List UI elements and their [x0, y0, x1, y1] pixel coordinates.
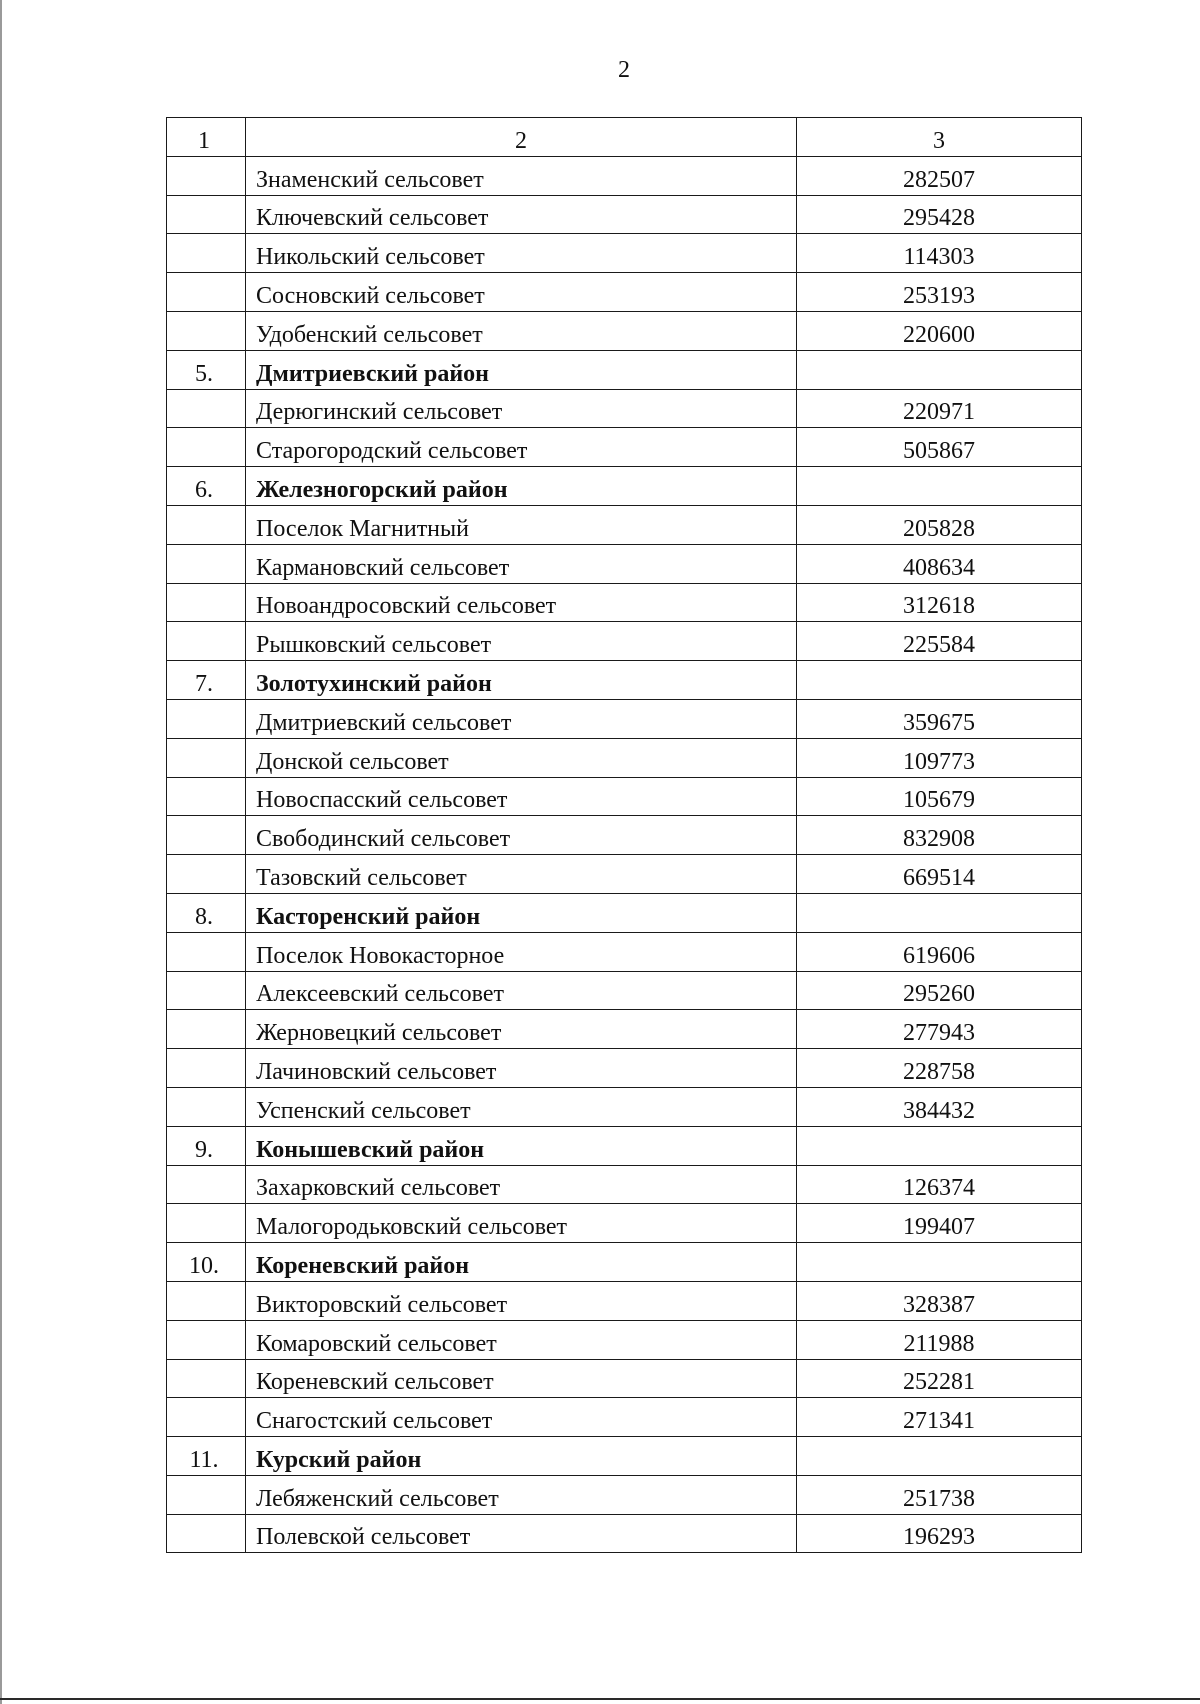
row-number	[167, 1165, 246, 1204]
settlement-name: Комаровский сельсовет	[246, 1320, 797, 1359]
table-row	[167, 1049, 1082, 1088]
district-row	[167, 467, 1082, 506]
row-value: 251738	[797, 1475, 1082, 1514]
settlement-name: Викторовский сельсовет	[246, 1281, 797, 1320]
settlement-name: Дмитриевский сельсовет	[246, 699, 797, 738]
table-row	[167, 428, 1082, 467]
settlement-name: Новоспасский сельсовет	[246, 777, 797, 816]
row-value	[797, 893, 1082, 932]
row-value: 211988	[797, 1320, 1082, 1359]
table-row	[167, 1514, 1082, 1553]
table-row	[167, 1398, 1082, 1437]
district-name: Курский район	[246, 1437, 797, 1476]
settlement-name: Рышковский сельсовет	[246, 622, 797, 661]
row-value: 199407	[797, 1204, 1082, 1243]
settlement-name: Старогородский сельсовет	[246, 428, 797, 467]
table-row	[167, 1359, 1082, 1398]
district-row	[167, 893, 1082, 932]
table-body	[167, 118, 1082, 1553]
row-number	[167, 932, 246, 971]
table-row	[167, 1010, 1082, 1049]
row-number	[167, 428, 246, 467]
row-value: 109773	[797, 738, 1082, 777]
row-value: 384432	[797, 1087, 1082, 1126]
row-number	[167, 156, 246, 195]
settlement-name: Кармановский сельсовет	[246, 544, 797, 583]
settlement-name: Удобенский сельсовет	[246, 311, 797, 350]
row-number	[167, 622, 246, 661]
row-value: 619606	[797, 932, 1082, 971]
settlement-name: Поселок Магнитный	[246, 505, 797, 544]
row-number	[167, 1281, 246, 1320]
row-number	[167, 544, 246, 583]
settlement-name: Кореневский сельсовет	[246, 1359, 797, 1398]
row-value: 253193	[797, 273, 1082, 312]
scan-edge-bottom	[0, 1698, 1200, 1700]
settlement-name: Лачиновский сельсовет	[246, 1049, 797, 1088]
row-value: 126374	[797, 1165, 1082, 1204]
row-number	[167, 195, 246, 234]
page-number: 2	[618, 57, 630, 83]
row-value: 220971	[797, 389, 1082, 428]
allocation-table	[166, 117, 1082, 1553]
table-row	[167, 1165, 1082, 1204]
table-row	[167, 816, 1082, 855]
table-row	[167, 971, 1082, 1010]
row-number: 8.	[167, 893, 246, 932]
row-value	[797, 1126, 1082, 1165]
row-value: 220600	[797, 311, 1082, 350]
settlement-name: Знаменский сельсовет	[246, 156, 797, 195]
table-row	[167, 1087, 1082, 1126]
settlement-name: Поселок Новокасторное	[246, 932, 797, 971]
settlement-name: Успенский сельсовет	[246, 1087, 797, 1126]
row-value: 196293	[797, 1514, 1082, 1553]
table-row	[167, 544, 1082, 583]
row-value	[797, 350, 1082, 389]
row-value: 832908	[797, 816, 1082, 855]
row-number: 5.	[167, 350, 246, 389]
row-number	[167, 1087, 246, 1126]
row-value: 328387	[797, 1281, 1082, 1320]
settlement-name: Новоандросовский сельсовет	[246, 583, 797, 622]
row-number: 10.	[167, 1243, 246, 1282]
row-number	[167, 311, 246, 350]
table-row	[167, 583, 1082, 622]
settlement-name: Алексеевский сельсовет	[246, 971, 797, 1010]
row-number	[167, 1010, 246, 1049]
row-value: 205828	[797, 505, 1082, 544]
settlement-name: Тазовский сельсовет	[246, 855, 797, 894]
row-value: 282507	[797, 156, 1082, 195]
table-row	[167, 389, 1082, 428]
row-value: 225584	[797, 622, 1082, 661]
row-number	[167, 971, 246, 1010]
row-value: 359675	[797, 699, 1082, 738]
settlement-name: Дерюгинский сельсовет	[246, 389, 797, 428]
row-number	[167, 583, 246, 622]
table-row	[167, 1475, 1082, 1514]
row-value: 114303	[797, 234, 1082, 273]
table-row	[167, 932, 1082, 971]
row-value: 228758	[797, 1049, 1082, 1088]
district-row	[167, 1126, 1082, 1165]
header-col-1: 1	[167, 118, 246, 157]
row-number	[167, 273, 246, 312]
table-row	[167, 855, 1082, 894]
district-name: Золотухинский район	[246, 661, 797, 700]
row-value: 252281	[797, 1359, 1082, 1398]
row-number	[167, 1398, 246, 1437]
header-col-2: 2	[246, 118, 797, 157]
settlement-name: Малогородьковский сельсовет	[246, 1204, 797, 1243]
row-number	[167, 1204, 246, 1243]
table-row	[167, 622, 1082, 661]
row-number	[167, 855, 246, 894]
table-row	[167, 1204, 1082, 1243]
district-row	[167, 350, 1082, 389]
table-row	[167, 311, 1082, 350]
row-value	[797, 1437, 1082, 1476]
row-number: 9.	[167, 1126, 246, 1165]
table-row	[167, 195, 1082, 234]
district-name: Железногорский район	[246, 467, 797, 506]
settlement-name: Жерновецкий сельсовет	[246, 1010, 797, 1049]
row-number	[167, 1049, 246, 1088]
row-number	[167, 1359, 246, 1398]
settlement-name: Донской сельсовет	[246, 738, 797, 777]
table-row	[167, 1281, 1082, 1320]
table-row	[167, 234, 1082, 273]
settlement-name: Полевской сельсовет	[246, 1514, 797, 1553]
district-name: Конышевский район	[246, 1126, 797, 1165]
table-row	[167, 505, 1082, 544]
row-value: 312618	[797, 583, 1082, 622]
district-row	[167, 1243, 1082, 1282]
header-col-3: 3	[797, 118, 1082, 157]
row-value	[797, 661, 1082, 700]
settlement-name: Лебяженский сельсовет	[246, 1475, 797, 1514]
row-number: 6.	[167, 467, 246, 506]
row-value: 105679	[797, 777, 1082, 816]
table-header-row	[167, 118, 1082, 157]
district-row	[167, 661, 1082, 700]
row-number: 7.	[167, 661, 246, 700]
row-number	[167, 699, 246, 738]
row-number	[167, 1514, 246, 1553]
settlement-name: Захарковский сельсовет	[246, 1165, 797, 1204]
district-name: Кореневский район	[246, 1243, 797, 1282]
table-row	[167, 1320, 1082, 1359]
row-number	[167, 1320, 246, 1359]
scan-edge-left	[0, 0, 2, 1704]
row-value: 277943	[797, 1010, 1082, 1049]
settlement-name: Снагостский сельсовет	[246, 1398, 797, 1437]
district-name: Дмитриевский район	[246, 350, 797, 389]
row-value	[797, 467, 1082, 506]
table-row	[167, 738, 1082, 777]
row-number	[167, 505, 246, 544]
row-value: 408634	[797, 544, 1082, 583]
row-value: 295428	[797, 195, 1082, 234]
row-value: 505867	[797, 428, 1082, 467]
settlement-name: Никольский сельсовет	[246, 234, 797, 273]
row-number	[167, 234, 246, 273]
row-value: 295260	[797, 971, 1082, 1010]
district-row	[167, 1437, 1082, 1476]
settlement-name: Сосновский сельсовет	[246, 273, 797, 312]
row-value: 669514	[797, 855, 1082, 894]
settlement-name: Ключевский сельсовет	[246, 195, 797, 234]
table-row	[167, 156, 1082, 195]
district-name: Касторенский район	[246, 893, 797, 932]
row-value	[797, 1243, 1082, 1282]
table-row	[167, 273, 1082, 312]
row-number	[167, 389, 246, 428]
table-row	[167, 699, 1082, 738]
row-number: 11.	[167, 1437, 246, 1476]
row-value: 271341	[797, 1398, 1082, 1437]
table-row	[167, 777, 1082, 816]
row-number	[167, 738, 246, 777]
row-number	[167, 1475, 246, 1514]
row-number	[167, 777, 246, 816]
row-number	[167, 816, 246, 855]
settlement-name: Свободинский сельсовет	[246, 816, 797, 855]
